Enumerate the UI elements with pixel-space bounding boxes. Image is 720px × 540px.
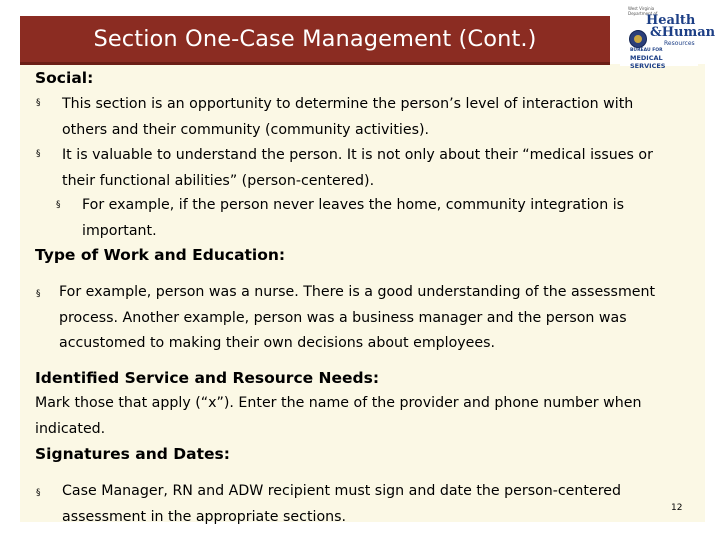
logo-health-text: Health [646,13,696,28]
bullet-icon: § [36,289,41,299]
slide-title: Section One-Case Management (Cont.) [93,26,537,52]
needs-heading: Identified Service and Resource Needs: [35,369,380,387]
social-bullet-1: This section is an opportunity to determine the person’s level of interaction with others and their community (community activities). [62,96,634,138]
bullet-icon: § [36,488,41,498]
title-bar [20,16,610,65]
bullet-icon: § [56,200,61,210]
logo-human-text: &Human [650,25,716,40]
logo-bureau-text: BUREAU FOR [630,48,663,53]
needs-text: Mark those that apply (“x”). Enter the name of the provider and phone number when indicated. [35,395,642,437]
social-heading: Social: [35,69,94,87]
social-bullet-2: It is valuable to understand the person. It is not only about their “medical issues or their functional abilities” (person-centered). [62,147,653,189]
signatures-heading: Signatures and Dates: [35,445,230,463]
logo-resources-text: Resources [664,40,695,47]
logo-state-text: West Virginia Department of [628,6,658,16]
page-number: 12 [671,503,683,513]
work-heading: Type of Work and Education: [35,246,286,264]
social-sub-bullet: For example, if the person never leaves the home, community integration is important. [82,197,625,239]
bullet-icon: § [36,149,41,159]
bullet-icon: § [36,98,41,108]
logo-medical-text: MEDICAL SERVICES [630,54,666,70]
dhhr-logo [620,4,716,70]
work-bullet-1: For example, person was a nurse. There is a good understanding of the assessment process. Another example, person was a business manager and the person was accustomed to making their own decisions about employees. [59,284,656,351]
signatures-bullet-1: Case Manager, RN and ADW recipient must sign and date the person-centered assessment in the appropriate sections. [62,483,621,525]
state-seal-icon [629,30,647,48]
